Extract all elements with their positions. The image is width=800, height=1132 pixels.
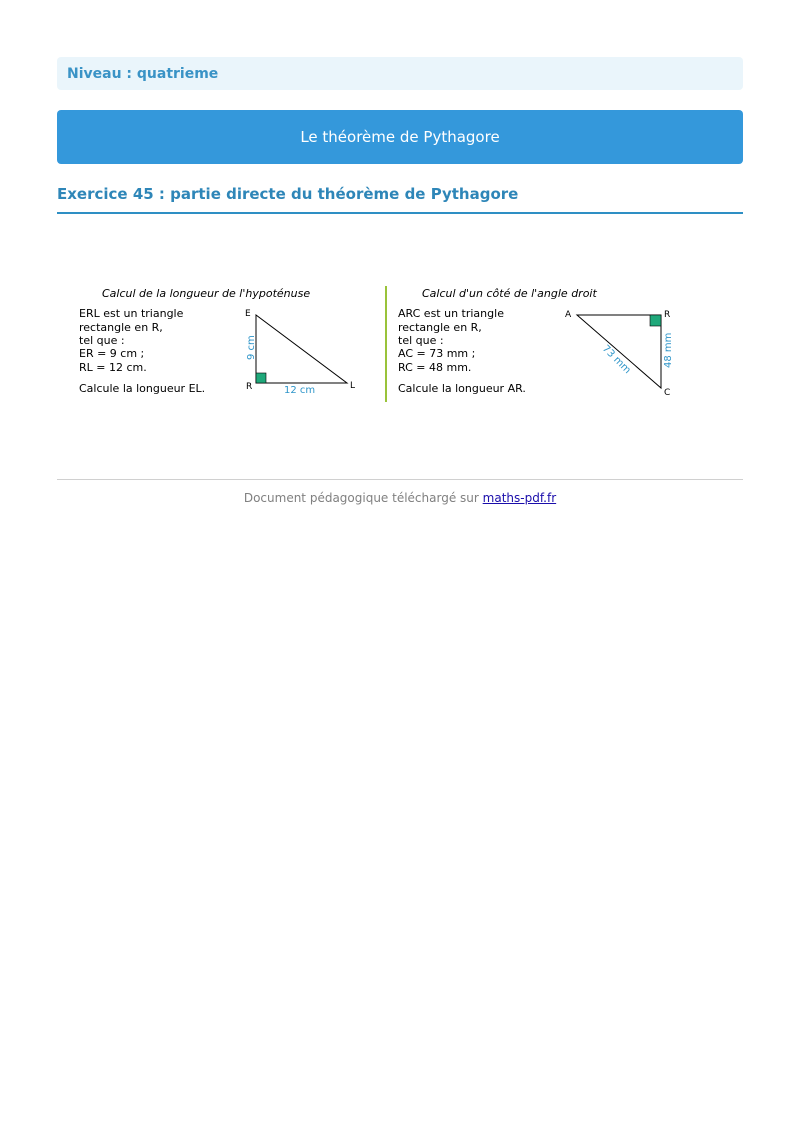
exercise-title: Exercice 45 : partie directe du théorème de Pythagore (57, 185, 743, 214)
left-heading: Calcul de la longueur de l'hypoténuse (102, 287, 311, 300)
triangle-erl (256, 315, 347, 383)
footer-link[interactable]: maths-pdf.fr (482, 491, 557, 505)
footer (57, 491, 743, 505)
side-rl-label: 12 cm (284, 385, 316, 396)
right-line-5: RC = 48 mm. (398, 361, 472, 374)
vertex-e-label: E (245, 309, 251, 319)
right-angle-marker-r (256, 373, 266, 383)
vertex-r-label: R (246, 382, 253, 392)
exercise-figure (57, 278, 743, 408)
left-line-2: rectangle en R, (79, 321, 163, 334)
level-label: Niveau : quatrieme (67, 65, 219, 82)
left-line-4: ER = 9 cm ; (79, 347, 145, 360)
vertex-a-label: A (565, 310, 572, 320)
side-rc-label: 48 mm (663, 332, 674, 368)
left-line-3: tel que : (79, 334, 125, 347)
left-question: Calcule la longueur EL. (79, 382, 206, 395)
side-er-label: 9 cm (246, 335, 257, 360)
left-line-1: ERL est un triangle (79, 307, 184, 320)
footer-text: Document pédagogique téléchargé sur (243, 491, 479, 505)
vertex-c-label: C (664, 388, 671, 398)
right-line-1: ARC est un triangle (398, 307, 504, 320)
page-title-bar (57, 110, 743, 164)
level-banner (57, 57, 743, 90)
side-ac-label: 73 mm (599, 343, 633, 377)
page-title: Le théorème de Pythagore (300, 128, 500, 146)
right-heading: Calcul d'un côté de l'angle droit (422, 287, 597, 300)
right-question: Calcule la longueur AR. (398, 382, 526, 395)
right-angle-marker-r2 (650, 315, 661, 326)
footer-divider (57, 479, 743, 480)
right-line-3: tel que : (398, 334, 444, 347)
figure-svg (57, 278, 743, 408)
triangle-arc (577, 315, 661, 388)
vertex-r2-label: R (664, 310, 671, 320)
left-line-5: RL = 12 cm. (79, 361, 147, 374)
right-line-2: rectangle en R, (398, 321, 482, 334)
right-line-4: AC = 73 mm ; (398, 347, 476, 360)
vertex-l-label: L (350, 381, 356, 391)
